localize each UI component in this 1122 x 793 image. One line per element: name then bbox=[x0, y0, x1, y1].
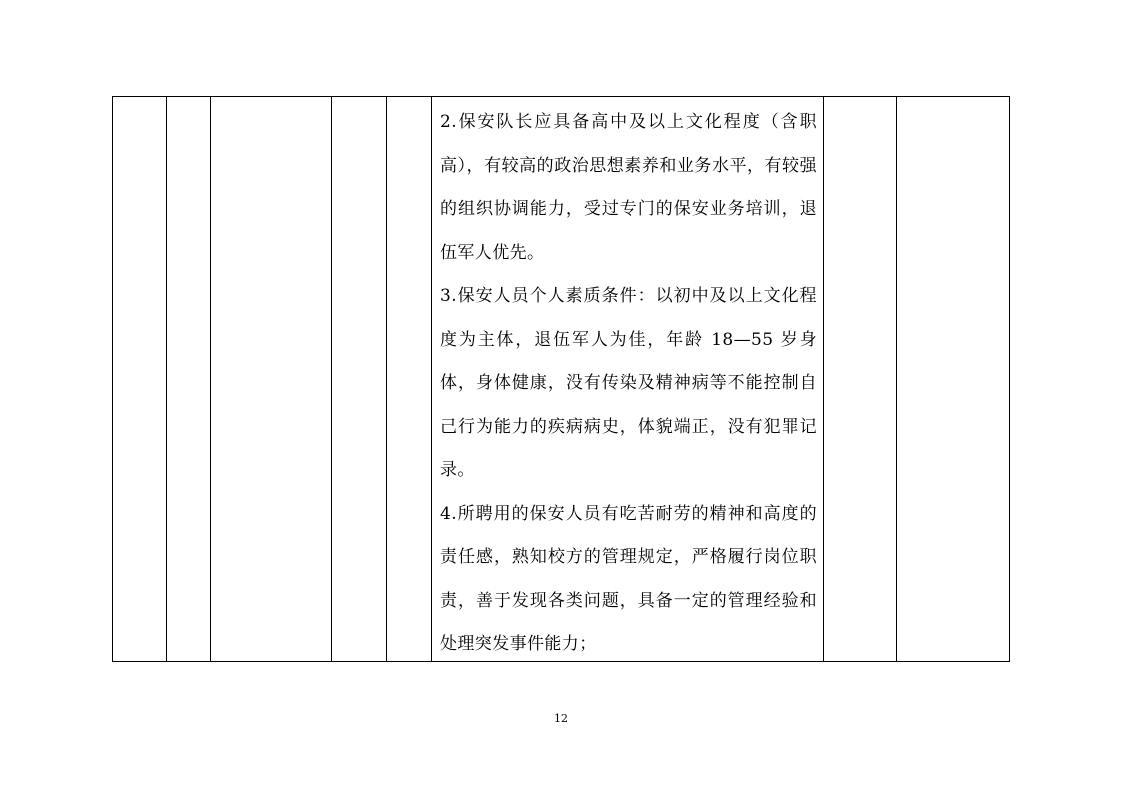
table-cell-empty bbox=[211, 97, 332, 661]
table-cell-empty bbox=[167, 97, 211, 661]
table-cell-empty bbox=[332, 97, 387, 661]
requirements-cell bbox=[432, 97, 824, 661]
requirement-item: 4.所聘用的保安人员有吃苦耐劳的精神和高度的责任感，熟知校方的管理规定，严格履行岗位职责，善于发现各类问题，具备一定的管理经验和处理突发事件能力； bbox=[440, 503, 817, 654]
table-cell-empty bbox=[897, 97, 1009, 661]
table-cell-empty bbox=[113, 97, 167, 661]
requirement-item: 3.保安人员个人素质条件：以初中及以上文化程度为主体，退伍军人为佳，年龄 18—55 岁身体，身体健康，没有传染及精神病等不能控制自己行为能力的疾病病史，体貌端正，没有犯罪记录。 bbox=[440, 286, 817, 480]
requirement-item: 2.保安队长应具备高中及以上文化程度（含职高），有较高的政治思想素养和业务水平，有较强的组织协调能力，受过专门的保安业务培训，退伍军人优先。 bbox=[440, 112, 817, 263]
table-cell-empty bbox=[387, 97, 432, 661]
requirements-table bbox=[112, 96, 1010, 662]
page-number: 12 bbox=[554, 712, 568, 725]
table-cell-empty bbox=[824, 97, 897, 661]
